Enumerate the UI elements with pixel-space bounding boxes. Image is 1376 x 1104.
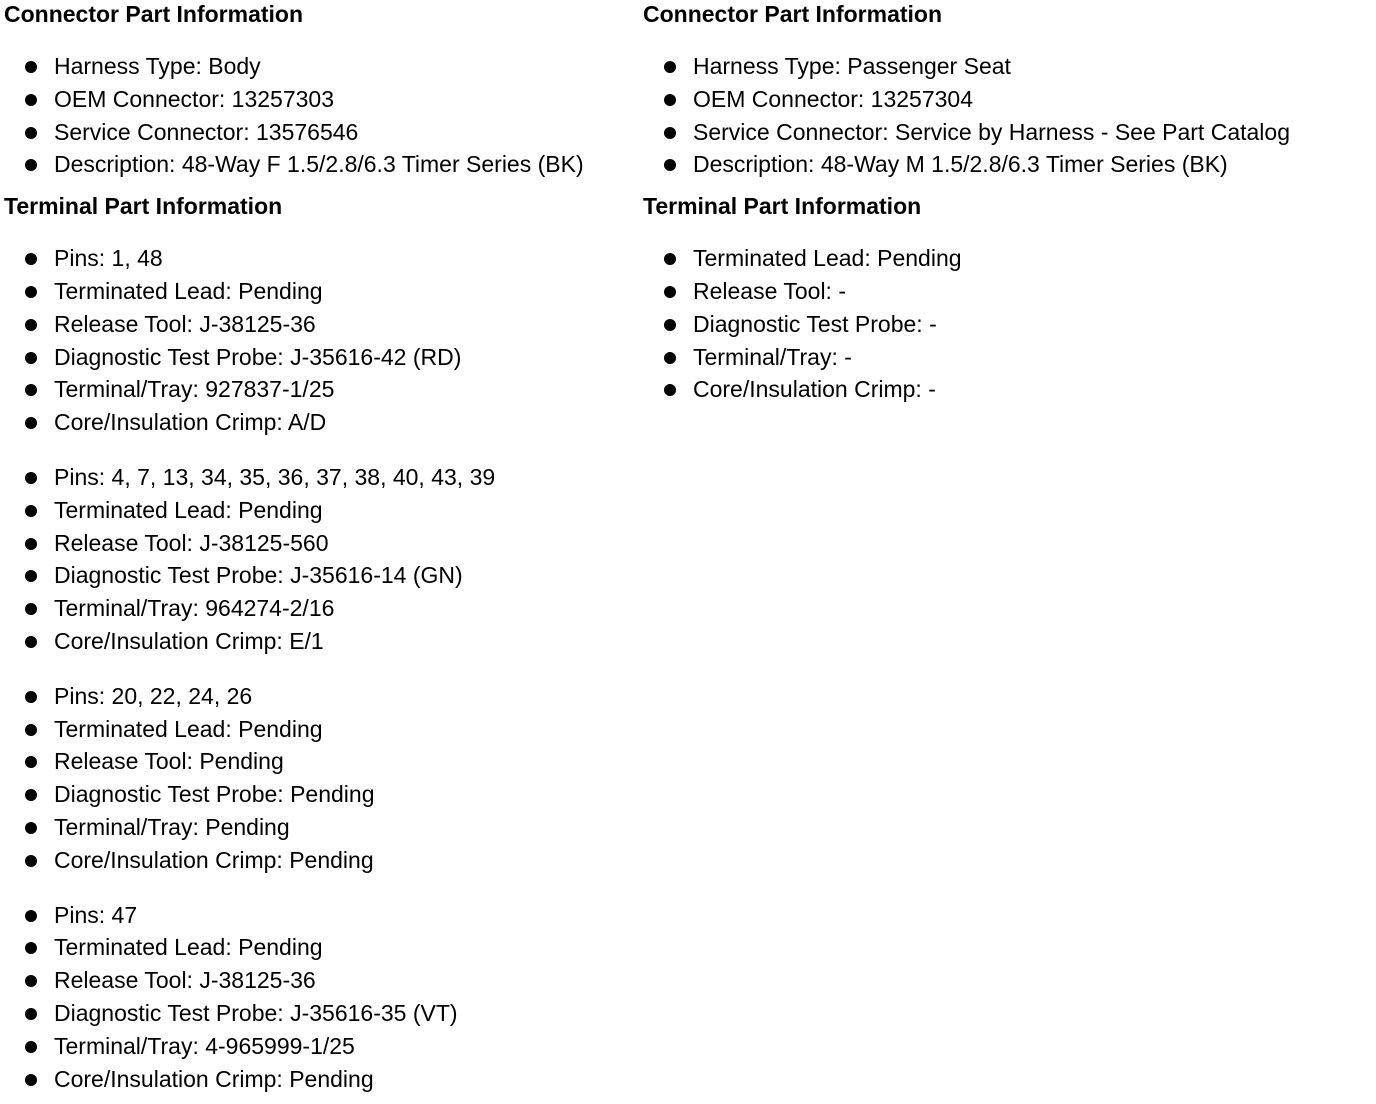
bullet-icon	[664, 384, 676, 396]
list-item: Diagnostic Test Probe: -	[643, 308, 1373, 341]
list-item: OEM Connector: 13257304	[643, 83, 1373, 116]
bullet-icon	[25, 1008, 37, 1020]
list-item: Release Tool: J-38125-36	[4, 964, 640, 997]
bullet-icon	[25, 910, 37, 922]
list-item: Terminal/Tray: -	[643, 341, 1373, 374]
list-item: Description: 48-Way M 1.5/2.8/6.3 Timer Series (BK)	[643, 148, 1373, 181]
list-item: Terminal/Tray: Pending	[4, 811, 640, 844]
connector-heading: Connector Part Information	[643, 1, 943, 27]
bullet-icon	[664, 352, 676, 364]
bullet-icon	[25, 942, 37, 954]
bullet-icon	[25, 61, 37, 73]
list-item: Core/Insulation Crimp: -	[643, 373, 1373, 406]
bullet-icon	[25, 352, 37, 364]
bullet-icon	[25, 505, 37, 517]
bullet-icon	[664, 159, 676, 171]
list-item: Diagnostic Test Probe: Pending	[4, 778, 640, 811]
list-item: Diagnostic Test Probe: J-35616-42 (RD)	[4, 341, 640, 374]
list-item: Release Tool: J-38125-36	[4, 308, 640, 341]
bullet-icon	[25, 94, 37, 106]
list-item: Service Connector: 13576546	[4, 116, 640, 149]
connector-list	[4, 50, 640, 181]
bullet-icon	[664, 94, 676, 106]
bullet-icon	[664, 61, 676, 73]
terminal-heading: Terminal Part Information	[4, 193, 283, 220]
bullet-icon	[25, 975, 37, 987]
bullet-icon	[25, 417, 37, 429]
terminal-group	[4, 899, 640, 1096]
bullet-icon	[25, 472, 37, 484]
bullet-icon	[664, 253, 676, 265]
bullet-icon	[25, 724, 37, 736]
bullet-icon	[25, 286, 37, 298]
list-item: Service Connector: Service by Harness - See Part Catalog	[643, 116, 1373, 149]
bullet-icon	[664, 319, 676, 331]
list-item: Pins: 47	[4, 899, 640, 932]
list-item: Core/Insulation Crimp: A/D	[4, 406, 640, 439]
terminal-group	[4, 242, 640, 439]
list-item: Terminated Lead: Pending	[4, 494, 640, 527]
terminal-group	[4, 680, 640, 877]
list-item: Harness Type: Body	[4, 50, 640, 83]
right-column	[643, 0, 1373, 406]
bullet-icon	[25, 1074, 37, 1086]
bullet-icon	[25, 1041, 37, 1053]
list-item: Release Tool: J-38125-560	[4, 527, 640, 560]
connector-list	[643, 50, 1373, 181]
bullet-icon	[25, 127, 37, 139]
list-item: Terminated Lead: Pending	[4, 931, 640, 964]
left-column	[4, 0, 640, 1095]
bullet-icon	[25, 159, 37, 171]
list-item: Diagnostic Test Probe: J-35616-35 (VT)	[4, 997, 640, 1030]
bullet-icon	[664, 286, 676, 298]
bullet-icon	[25, 822, 37, 834]
list-item: Pins: 1, 48	[4, 242, 640, 275]
bullet-icon	[25, 538, 37, 550]
bullet-icon	[25, 253, 37, 265]
bullet-icon	[664, 127, 676, 139]
list-item: Terminal/Tray: 4-965999-1/25	[4, 1030, 640, 1063]
list-item: Terminated Lead: Pending	[4, 275, 640, 308]
list-item: Terminal/Tray: 964274-2/16	[4, 592, 640, 625]
list-item: Core/Insulation Crimp: Pending	[4, 1063, 640, 1096]
list-item: Description: 48-Way F 1.5/2.8/6.3 Timer Series (BK)	[4, 148, 640, 181]
bullet-icon	[25, 789, 37, 801]
list-item: Pins: 4, 7, 13, 34, 35, 36, 37, 38, 40, 43, 39	[4, 461, 640, 494]
list-item: Diagnostic Test Probe: J-35616-14 (GN)	[4, 559, 640, 592]
list-item: Terminal/Tray: 927837-1/25	[4, 373, 640, 406]
list-item: Harness Type: Passenger Seat	[643, 50, 1373, 83]
bullet-icon	[25, 319, 37, 331]
terminal-heading: Terminal Part Information	[643, 193, 922, 220]
list-item: Release Tool: Pending	[4, 745, 640, 778]
bullet-icon	[25, 756, 37, 768]
connector-heading: Connector Part Information	[4, 1, 304, 27]
list-item: Core/Insulation Crimp: E/1	[4, 625, 640, 658]
list-item: Terminated Lead: Pending	[643, 242, 1373, 275]
terminal-group	[643, 242, 1373, 406]
bullet-icon	[25, 603, 37, 615]
bullet-icon	[25, 570, 37, 582]
bullet-icon	[25, 855, 37, 867]
bullet-icon	[25, 384, 37, 396]
list-item: Core/Insulation Crimp: Pending	[4, 844, 640, 877]
list-item: Release Tool: -	[643, 275, 1373, 308]
list-item: OEM Connector: 13257303	[4, 83, 640, 116]
bullet-icon	[25, 636, 37, 648]
list-item: Pins: 20, 22, 24, 26	[4, 680, 640, 713]
list-item: Terminated Lead: Pending	[4, 713, 640, 746]
bullet-icon	[25, 691, 37, 703]
terminal-group	[4, 461, 640, 658]
